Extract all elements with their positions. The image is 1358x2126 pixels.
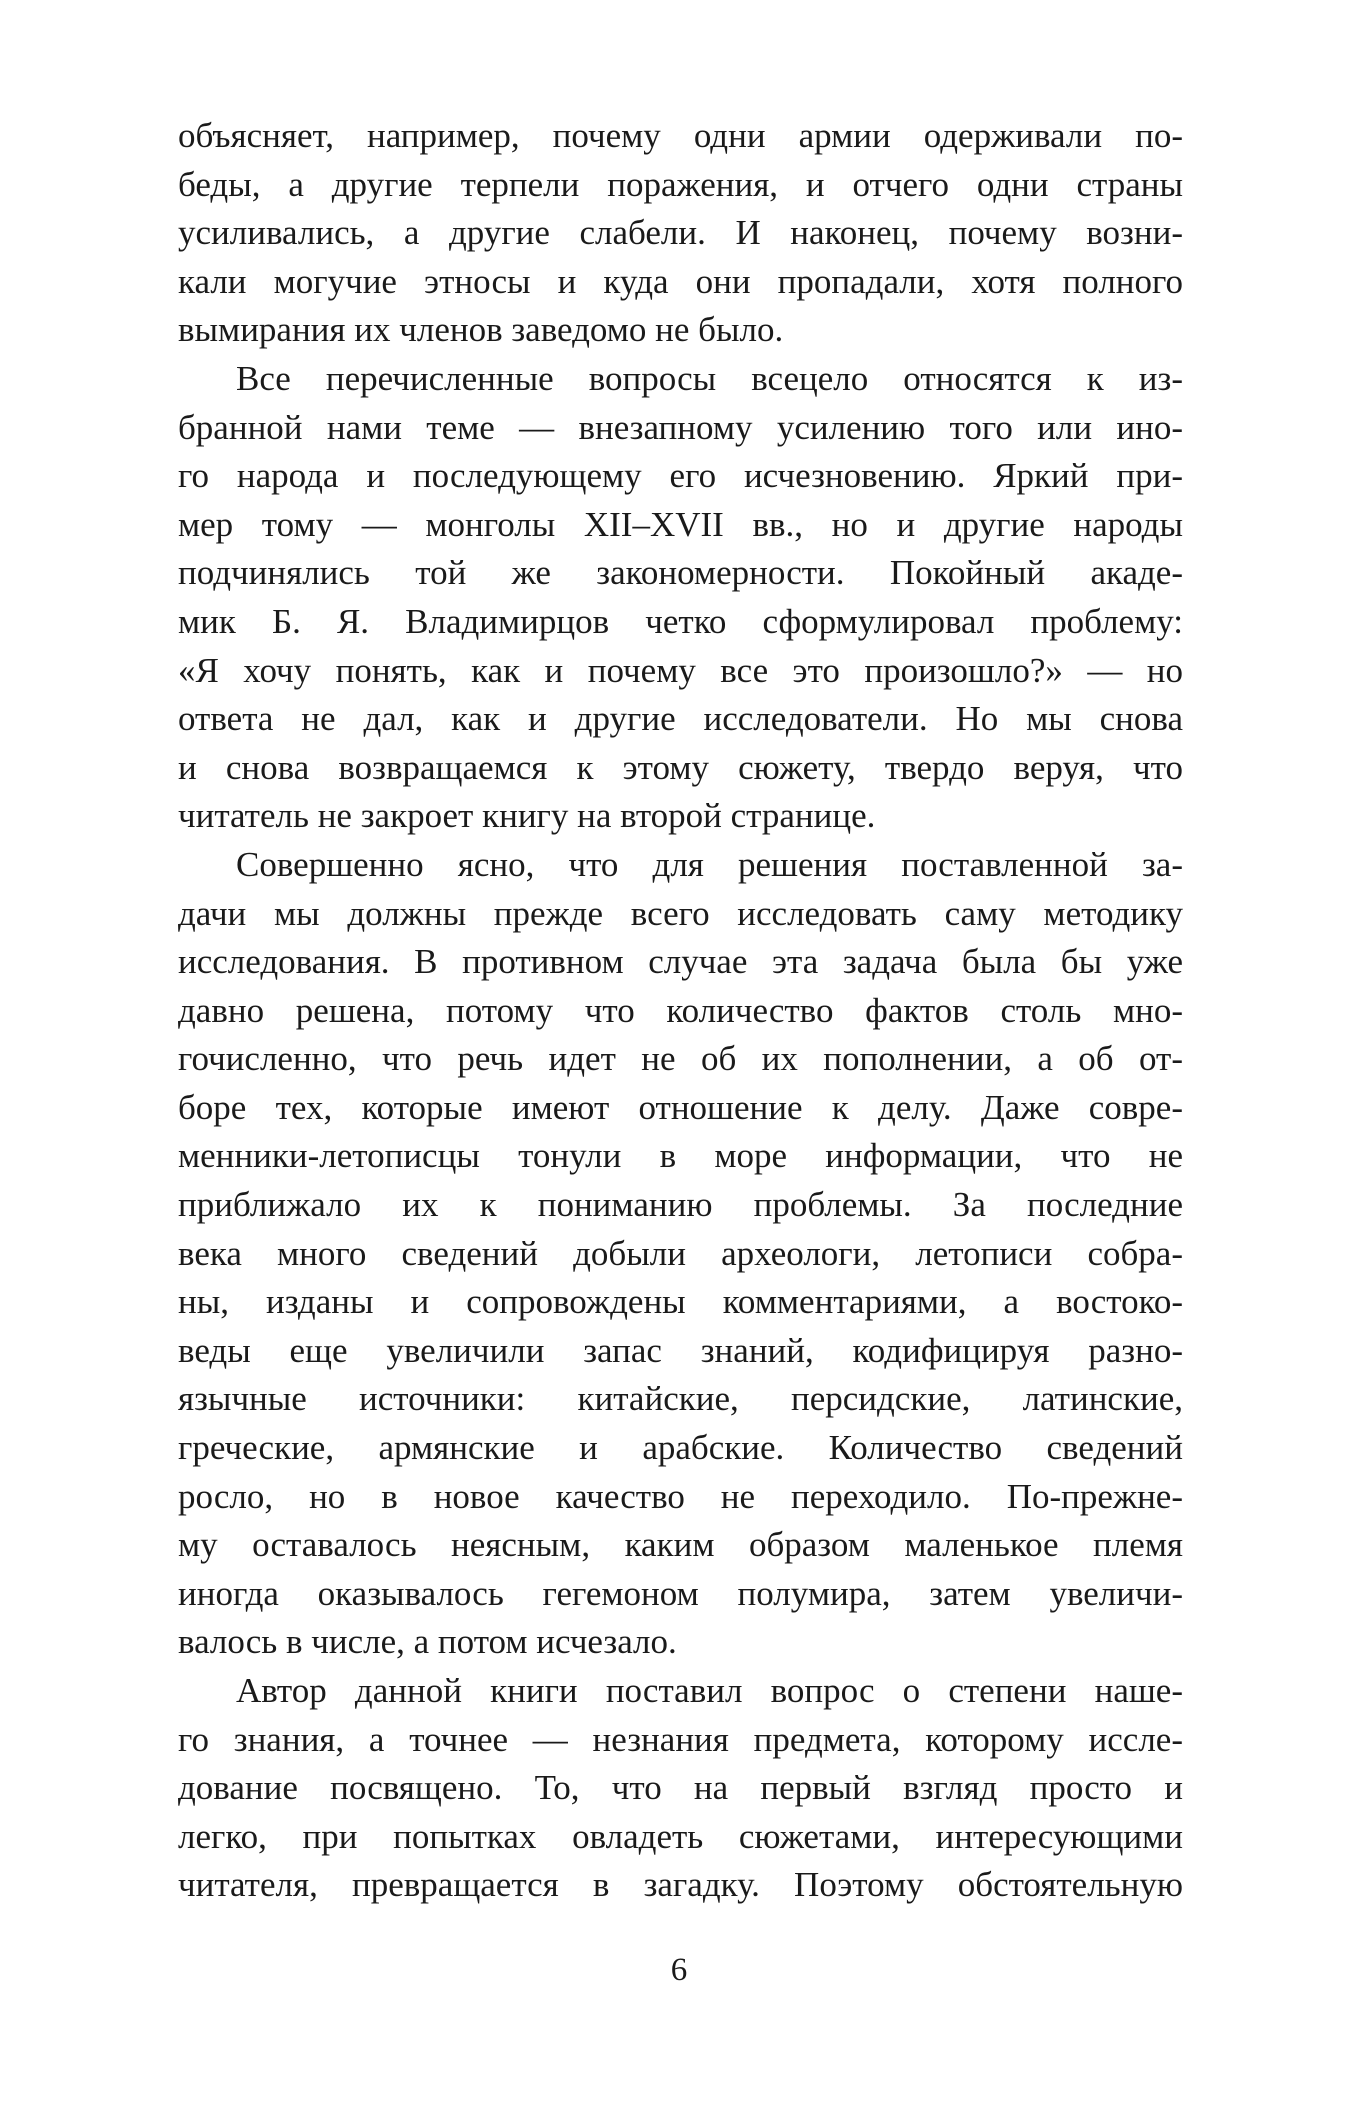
text-line: греческие, армянские и арабские. Количество сведений xyxy=(178,1428,1183,1468)
text-line: «Я хочу понять, как и почему все это произошло?» — но xyxy=(178,650,1183,690)
text-line: росло, но в новое качество не переходило. По-прежне- xyxy=(178,1476,1183,1516)
text-line: валось в числе, а потом исчезало. xyxy=(178,1622,677,1662)
text-line: дование посвящено. То, что на первый взгляд просто и xyxy=(178,1768,1183,1808)
text-line: подчинялись той же закономерности. Покойный акаде- xyxy=(178,553,1183,593)
text-line: и снова возвращаемся к этому сюжету, твердо веруя, что xyxy=(178,747,1183,787)
text-line: приближало их к пониманию проблемы. За последние xyxy=(178,1185,1183,1225)
text-line: вымирания их членов заведомо не было. xyxy=(178,310,784,350)
text-line: дачи мы должны прежде всего исследовать саму методику xyxy=(178,893,1183,933)
text-line: веды еще увеличили запас знаний, кодифицируя разно- xyxy=(178,1330,1183,1370)
text-line: боре тех, которые имеют отношение к делу. Даже совре- xyxy=(178,1087,1183,1127)
text-line: мик Б. Я. Владимирцов четко сформулировал проблему: xyxy=(178,601,1183,641)
text-line: гочисленно, что речь идет не об их пополнении, а об от- xyxy=(178,1039,1183,1079)
text-line: менники-летописцы тонули в море информации, что не xyxy=(178,1136,1183,1176)
text-line: исследования. В противном случае эта задача была бы уже xyxy=(178,942,1183,982)
page-number: 6 xyxy=(670,1952,688,1988)
text-line: читателя, превращается в загадку. Поэтому обстоятельную xyxy=(178,1865,1183,1905)
text-line: беды, а другие терпели поражения, и отчего одни страны xyxy=(178,164,1183,204)
text-line: ответа не дал, как и другие исследователи. Но мы снова xyxy=(178,699,1183,739)
text-line: читатель не закроет книгу на второй странице. xyxy=(178,796,876,836)
text-line: давно решена, потому что количество фактов столь мно- xyxy=(178,990,1183,1030)
text-line: язычные источники: китайские, персидские, латинские, xyxy=(178,1379,1183,1419)
text-line: объясняет, например, почему одни армии одерживали по- xyxy=(178,116,1183,155)
text-line: мер тому — монголы XII–XVII вв., но и другие народы xyxy=(178,504,1183,544)
text-line: го знания, а точнее — незнания предмета, которому иссле- xyxy=(178,1719,1183,1759)
text-line: века много сведений добыли археологи, летописи собра- xyxy=(178,1233,1183,1273)
text-line: Автор данной книги поставил вопрос о степени наше- xyxy=(236,1671,1183,1710)
text-line: го народа и последующему его исчезновению. Яркий при- xyxy=(178,456,1183,496)
text-line: легко, при попытках овладеть сюжетами, интересующими xyxy=(178,1816,1183,1856)
text-line: кали могучие этносы и куда они пропадали, хотя полного xyxy=(178,261,1183,301)
text-line: усиливались, а другие слабели. И наконец, почему возни- xyxy=(178,213,1183,253)
body-text xyxy=(178,112,1183,1910)
text-line: Все перечисленные вопросы всецело относятся к из- xyxy=(236,358,1183,398)
text-line: бранной нами теме — внезапному усилению того или ино- xyxy=(178,407,1183,447)
text-line: ны, изданы и сопровождены комментариями, а востоко- xyxy=(178,1282,1183,1322)
text-line: иногда оказывалось гегемоном полумира, затем увеличи- xyxy=(178,1573,1183,1613)
text-line: Совершенно ясно, что для решения поставленной за- xyxy=(236,844,1183,884)
text-line: му оставалось неясным, каким образом маленькое племя xyxy=(178,1525,1183,1565)
